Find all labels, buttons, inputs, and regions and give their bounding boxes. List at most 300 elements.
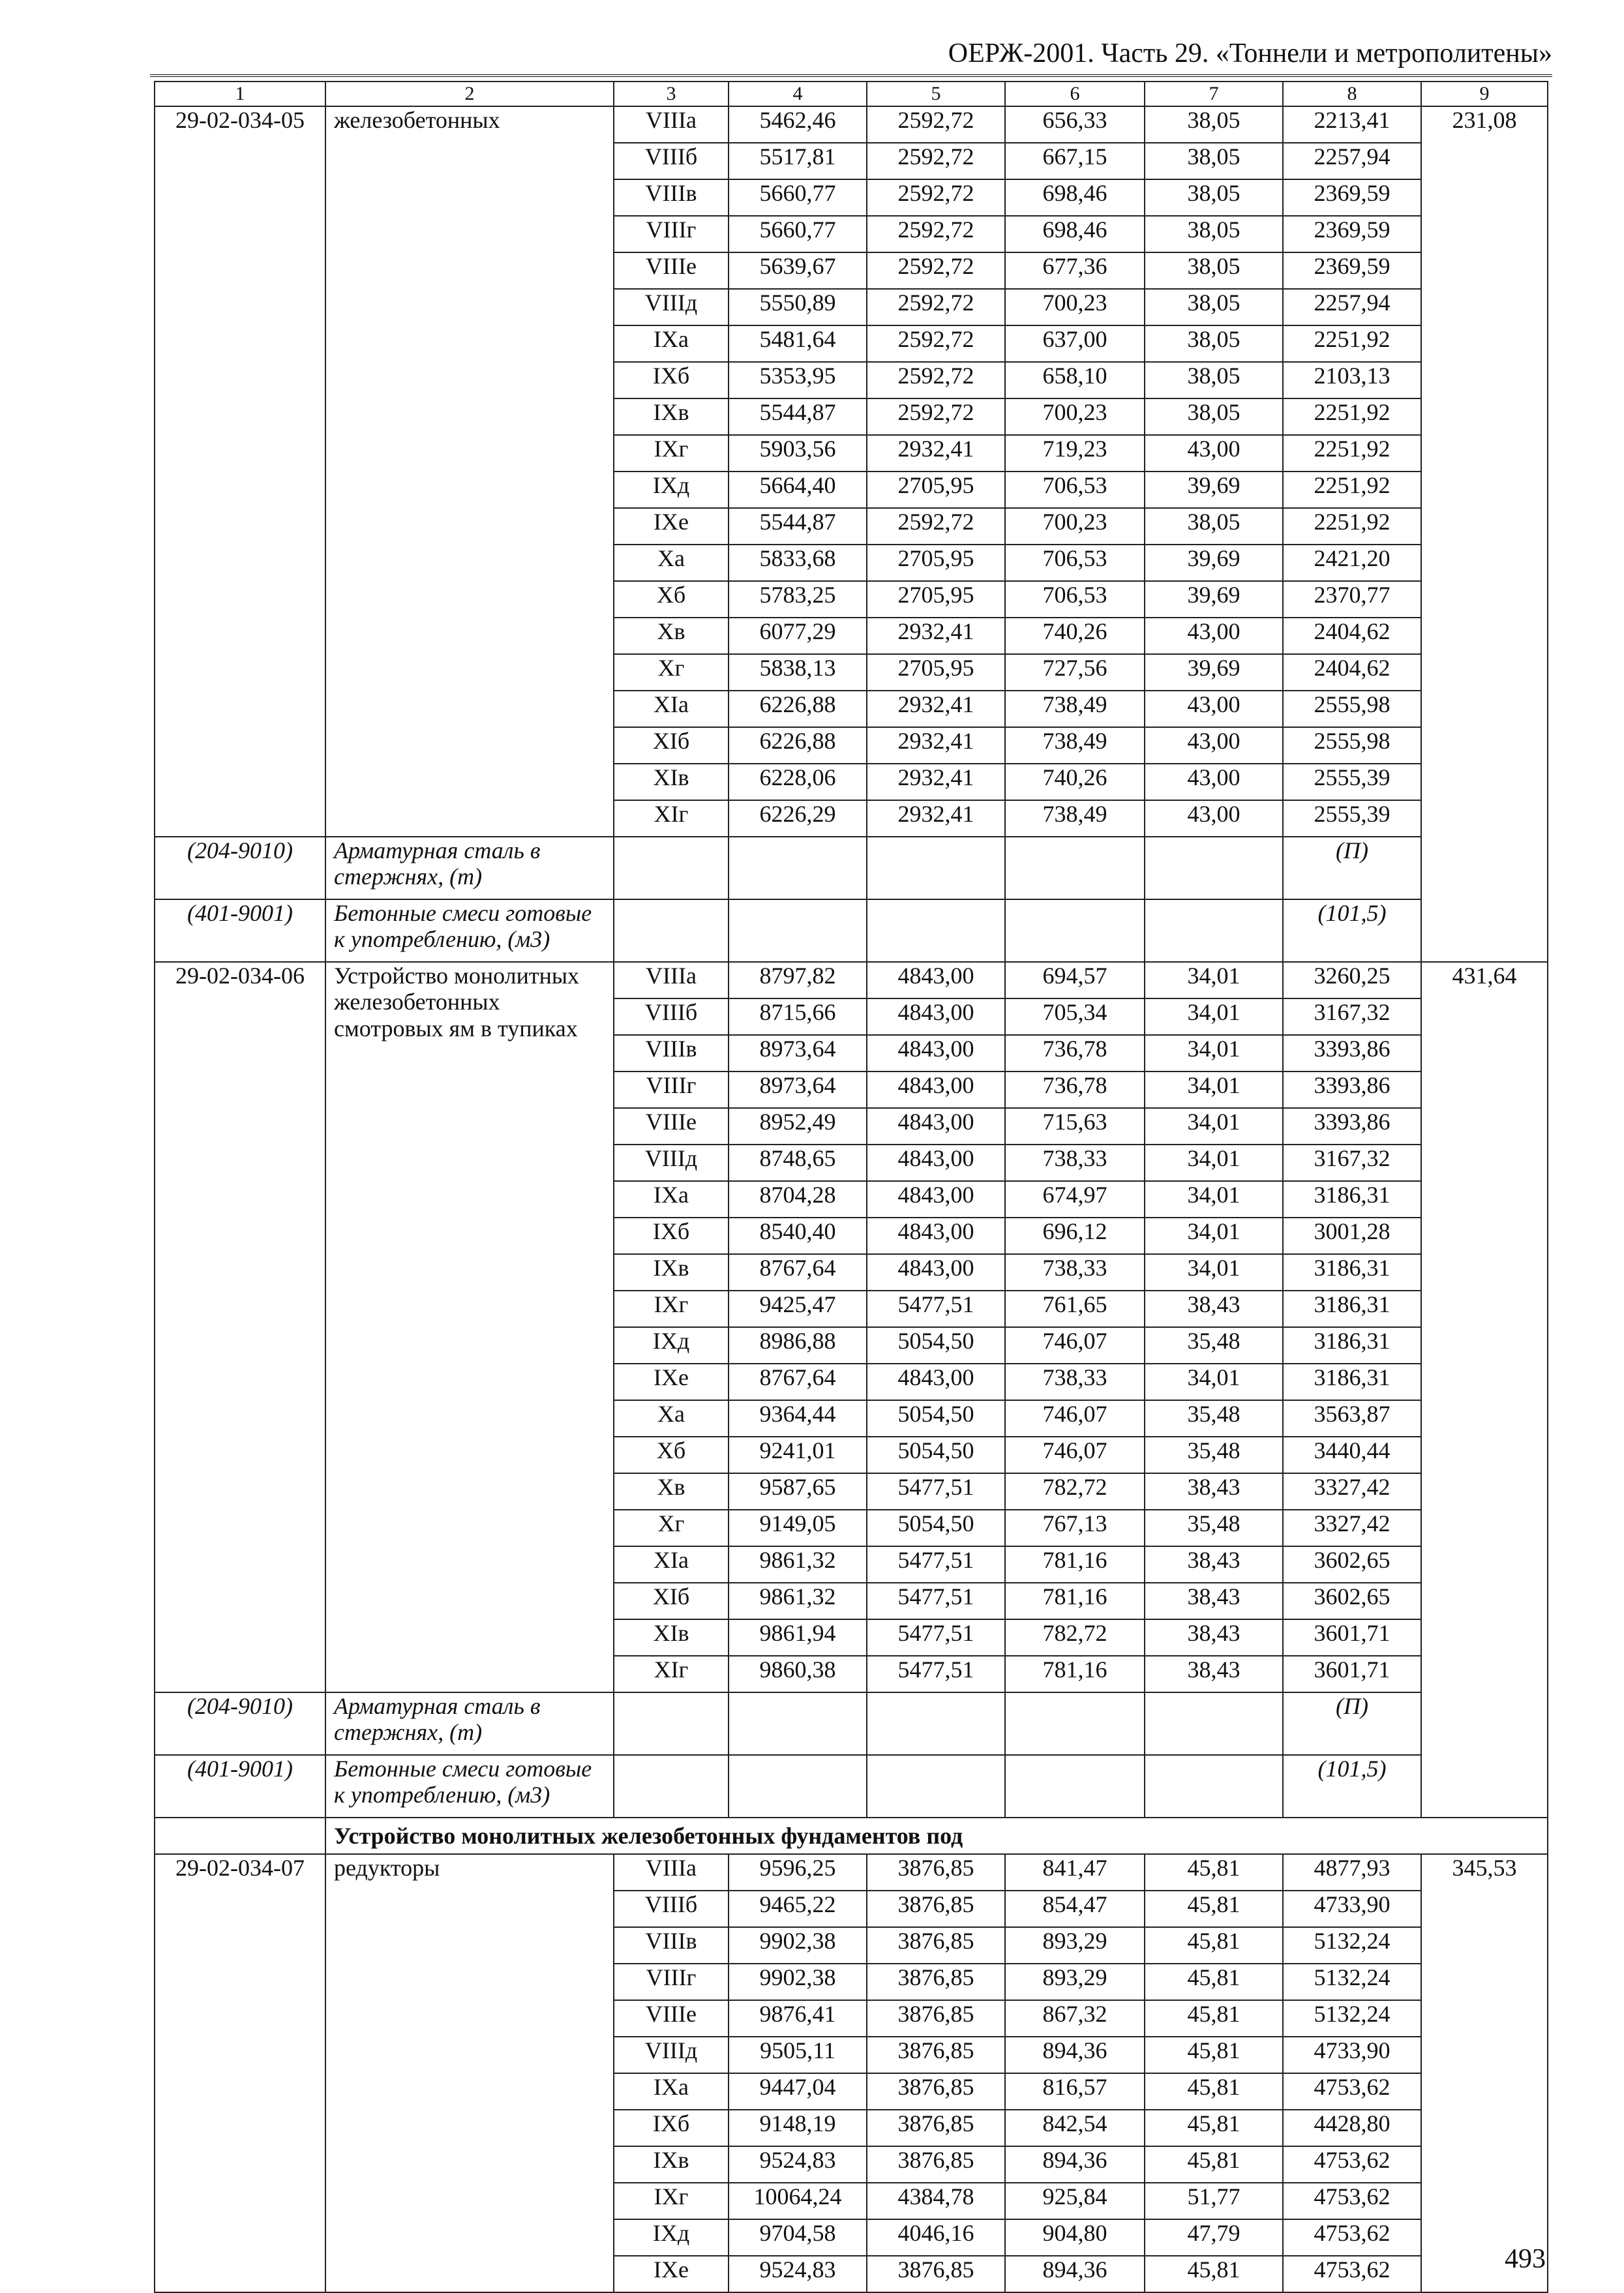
cell-col5: 4843,00 <box>867 1035 1005 1072</box>
cell-col6: 706,53 <box>1005 472 1145 508</box>
cell-col6: 740,26 <box>1005 618 1145 654</box>
cell-col6: 738,49 <box>1005 691 1145 727</box>
cell-col5: 4843,00 <box>867 1218 1005 1254</box>
cell-col5: 4843,00 <box>867 1181 1005 1218</box>
cell-col7: 43,00 <box>1145 764 1283 800</box>
cell-col3: IXб <box>614 1218 729 1254</box>
empty-cell <box>1005 837 1145 899</box>
cell-col4: 6226,88 <box>729 727 867 764</box>
cell-col7: 39,69 <box>1145 545 1283 581</box>
cell-col4: 8715,66 <box>729 998 867 1035</box>
column-number: 8 <box>1283 82 1421 106</box>
empty-cell <box>614 899 729 962</box>
cell-col7: 38,05 <box>1145 106 1283 143</box>
cell-col7: 38,43 <box>1145 1583 1283 1619</box>
cell-col4: 8767,64 <box>729 1364 867 1400</box>
cell-col8: 3001,28 <box>1283 1218 1421 1254</box>
material-code: (401-9001) <box>155 899 325 962</box>
cell-col5: 5477,51 <box>867 1473 1005 1510</box>
material-value: (101,5) <box>1283 899 1421 962</box>
cell-col5: 4843,00 <box>867 1364 1005 1400</box>
cell-col4: 5639,67 <box>729 252 867 289</box>
cell-col4: 5550,89 <box>729 289 867 325</box>
cell-col4: 9902,38 <box>729 1964 867 2000</box>
material-code: (204-9010) <box>155 837 325 899</box>
cell-col4: 9447,04 <box>729 2073 867 2110</box>
rates-table <box>154 81 1548 2293</box>
cell-col3: IXв <box>614 1254 729 1291</box>
cell-col4: 9148,19 <box>729 2110 867 2146</box>
cell-col7: 38,43 <box>1145 1291 1283 1327</box>
empty-cell <box>729 899 867 962</box>
cell-col7: 47,79 <box>1145 2219 1283 2256</box>
cell-col6: 925,84 <box>1005 2183 1145 2219</box>
empty-cell <box>867 899 1005 962</box>
material-name: Арматурная сталь в стержнях, (т) <box>325 837 614 899</box>
cell-col8: 3601,71 <box>1283 1619 1421 1656</box>
cell-col4: 8797,82 <box>729 962 867 998</box>
column-number: 3 <box>614 82 729 106</box>
cell-col8: 3327,42 <box>1283 1510 1421 1546</box>
cell-col8: 2370,77 <box>1283 581 1421 618</box>
page-header <box>150 34 1552 77</box>
cell-col5: 4384,78 <box>867 2183 1005 2219</box>
cell-col4: 5833,68 <box>729 545 867 581</box>
cell-col7: 34,01 <box>1145 1072 1283 1108</box>
cell-col4: 8748,65 <box>729 1145 867 1181</box>
cell-col8: 5132,24 <box>1283 1927 1421 1964</box>
cell-col4: 9149,05 <box>729 1510 867 1546</box>
cell-col5: 2705,95 <box>867 545 1005 581</box>
cell-col6: 740,26 <box>1005 764 1145 800</box>
cell-col8: 3260,25 <box>1283 962 1421 998</box>
cell-col3: Xг <box>614 654 729 691</box>
cell-col3: VIIIб <box>614 998 729 1035</box>
cell-col4: 5783,25 <box>729 581 867 618</box>
column-number: 4 <box>729 82 867 106</box>
cell-col7: 38,05 <box>1145 143 1283 179</box>
cell-col8: 3393,86 <box>1283 1035 1421 1072</box>
cell-col5: 4843,00 <box>867 1108 1005 1145</box>
cell-col3: IXа <box>614 325 729 362</box>
cell-col3: IXв <box>614 398 729 435</box>
cell-col8: 2251,92 <box>1283 398 1421 435</box>
cell-col8: 2213,41 <box>1283 106 1421 143</box>
cell-col7: 38,05 <box>1145 216 1283 252</box>
cell-col6: 705,34 <box>1005 998 1145 1035</box>
cell-col5: 4843,00 <box>867 1072 1005 1108</box>
material-value: (101,5) <box>1283 1755 1421 1818</box>
cell-col8: 4753,62 <box>1283 2256 1421 2292</box>
empty-cell <box>614 1692 729 1755</box>
cell-col6: 781,16 <box>1005 1546 1145 1583</box>
cell-col8: 2555,98 <box>1283 691 1421 727</box>
cell-col6: 738,49 <box>1005 800 1145 837</box>
column-number: 2 <box>325 82 614 106</box>
section-heading-row <box>155 1818 1548 1854</box>
cell-col3: VIIIе <box>614 1108 729 1145</box>
cell-col8: 2404,62 <box>1283 618 1421 654</box>
cell-col3: IXе <box>614 508 729 545</box>
cell-col4: 9704,58 <box>729 2219 867 2256</box>
cell-col4: 6077,29 <box>729 618 867 654</box>
cell-col5: 2592,72 <box>867 106 1005 143</box>
cell-col6: 738,33 <box>1005 1364 1145 1400</box>
cell-col3: IXе <box>614 2256 729 2292</box>
cell-col3: VIIIб <box>614 1891 729 1927</box>
cell-col5: 2705,95 <box>867 472 1005 508</box>
cell-col8: 3186,31 <box>1283 1291 1421 1327</box>
cell-col6: 816,57 <box>1005 2073 1145 2110</box>
cell-col7: 43,00 <box>1145 618 1283 654</box>
cell-col6: 736,78 <box>1005 1072 1145 1108</box>
cell-col5: 3876,85 <box>867 2110 1005 2146</box>
cell-col8: 2555,39 <box>1283 764 1421 800</box>
cell-col3: XIг <box>614 800 729 837</box>
section-heading: Устройство монолитных железобетонных фундаментов под <box>325 1818 1548 1854</box>
cell-col4: 9902,38 <box>729 1927 867 1964</box>
cell-col8: 2251,92 <box>1283 508 1421 545</box>
cell-col8: 5132,24 <box>1283 2000 1421 2037</box>
cell-col6: 706,53 <box>1005 545 1145 581</box>
rate-code: 29-02-034-07 <box>155 1854 325 2292</box>
work-name: редукторы <box>325 1854 614 2292</box>
cell-col3: IXа <box>614 2073 729 2110</box>
cell-col6: 893,29 <box>1005 1927 1145 1964</box>
cell-col8: 2257,94 <box>1283 289 1421 325</box>
cell-col6: 696,12 <box>1005 1218 1145 1254</box>
cell-col4: 5517,81 <box>729 143 867 179</box>
cell-col5: 2592,72 <box>867 289 1005 325</box>
cell-col7: 45,81 <box>1145 1964 1283 2000</box>
cell-col8: 3327,42 <box>1283 1473 1421 1510</box>
cell-col4: 8986,88 <box>729 1327 867 1364</box>
cell-col5: 2932,41 <box>867 618 1005 654</box>
cell-col5: 3876,85 <box>867 2146 1005 2183</box>
cell-col6: 761,65 <box>1005 1291 1145 1327</box>
cell-col3: IXд <box>614 472 729 508</box>
cell-col3: IXв <box>614 2146 729 2183</box>
cell-col7: 35,48 <box>1145 1437 1283 1473</box>
material-name: Арматурная сталь в стержнях, (т) <box>325 1692 614 1755</box>
cell-col8: 2257,94 <box>1283 143 1421 179</box>
cell-col3: VIIIе <box>614 2000 729 2037</box>
cell-col3: Xа <box>614 545 729 581</box>
cell-col8: 4733,90 <box>1283 2037 1421 2073</box>
cell-col6: 700,23 <box>1005 398 1145 435</box>
cell-col5: 2592,72 <box>867 325 1005 362</box>
cell-col4: 5544,87 <box>729 508 867 545</box>
cell-col3: XIа <box>614 1546 729 1583</box>
cell-col7: 39,69 <box>1145 654 1283 691</box>
cell-col4: 8540,40 <box>729 1218 867 1254</box>
cell-col6: 738,33 <box>1005 1145 1145 1181</box>
material-code: (204-9010) <box>155 1692 325 1755</box>
cell-col6: 719,23 <box>1005 435 1145 472</box>
cell-col3: XIв <box>614 764 729 800</box>
cell-col8: 2369,59 <box>1283 216 1421 252</box>
cell-col6: 841,47 <box>1005 1854 1145 1891</box>
cell-col7: 38,43 <box>1145 1546 1283 1583</box>
cell-col7: 34,01 <box>1145 1181 1283 1218</box>
cell-col8: 3186,31 <box>1283 1254 1421 1291</box>
cell-col8: 2251,92 <box>1283 325 1421 362</box>
column-number-row <box>155 82 1548 106</box>
empty-cell <box>1005 1692 1145 1755</box>
cell-col8: 3602,65 <box>1283 1546 1421 1583</box>
cell-col3: IXб <box>614 362 729 398</box>
cell-col7: 34,01 <box>1145 1145 1283 1181</box>
cell-col6: 715,63 <box>1005 1108 1145 1145</box>
cell-col5: 2705,95 <box>867 581 1005 618</box>
cell-col8: 2369,59 <box>1283 179 1421 216</box>
cell-col4: 9860,38 <box>729 1656 867 1692</box>
cell-col6: 738,33 <box>1005 1254 1145 1291</box>
rate-code: 29-02-034-05 <box>155 106 325 837</box>
cell-col8: 2369,59 <box>1283 252 1421 289</box>
cell-col6: 658,10 <box>1005 362 1145 398</box>
cell-col4: 9241,01 <box>729 1437 867 1473</box>
column-number: 5 <box>867 82 1005 106</box>
col9-value: 345,53 <box>1421 1854 1548 2292</box>
cell-col6: 698,46 <box>1005 179 1145 216</box>
cell-col7: 34,01 <box>1145 1108 1283 1145</box>
cell-col5: 2592,72 <box>867 143 1005 179</box>
material-row <box>155 837 1548 899</box>
cell-col5: 3876,85 <box>867 2073 1005 2110</box>
cell-col6: 854,47 <box>1005 1891 1145 1927</box>
cell-col6: 706,53 <box>1005 581 1145 618</box>
column-number: 7 <box>1145 82 1283 106</box>
cell-col4: 9505,11 <box>729 2037 867 2073</box>
cell-col4: 5544,87 <box>729 398 867 435</box>
material-code: (401-9001) <box>155 1755 325 1818</box>
cell-col3: VIIIа <box>614 962 729 998</box>
cell-col8: 4428,80 <box>1283 2110 1421 2146</box>
column-number: 1 <box>155 82 325 106</box>
cell-col5: 2592,72 <box>867 179 1005 216</box>
cell-col4: 9364,44 <box>729 1400 867 1437</box>
cell-col5: 5477,51 <box>867 1291 1005 1327</box>
cell-col4: 9861,94 <box>729 1619 867 1656</box>
material-row <box>155 1692 1548 1755</box>
cell-col6: 781,16 <box>1005 1656 1145 1692</box>
material-name: Бетонные смеси готовые к употреблению, (м3) <box>325 899 614 962</box>
cell-col3: IXа <box>614 1181 729 1218</box>
cell-col7: 34,01 <box>1145 1035 1283 1072</box>
cell-col3: XIа <box>614 691 729 727</box>
cell-col3: VIIIв <box>614 1927 729 1964</box>
cell-col4: 6226,88 <box>729 691 867 727</box>
cell-col7: 45,81 <box>1145 1927 1283 1964</box>
header-rule <box>150 74 1552 77</box>
cell-col4: 5462,46 <box>729 106 867 143</box>
work-name: Устройство монолитных железобетонных смотровых ям в тупиках <box>325 962 614 1692</box>
cell-col5: 2592,72 <box>867 216 1005 252</box>
cell-col8: 3167,32 <box>1283 1145 1421 1181</box>
cell-col4: 8973,64 <box>729 1072 867 1108</box>
cell-col4: 9861,32 <box>729 1546 867 1583</box>
cell-col7: 38,05 <box>1145 252 1283 289</box>
cell-col7: 43,00 <box>1145 691 1283 727</box>
empty-cell <box>867 837 1005 899</box>
cell-col3: XIб <box>614 1583 729 1619</box>
cell-col3: Xв <box>614 1473 729 1510</box>
cell-col6: 781,16 <box>1005 1583 1145 1619</box>
cell-col3: IXг <box>614 2183 729 2219</box>
cell-col6: 842,54 <box>1005 2110 1145 2146</box>
cell-col6: 727,56 <box>1005 654 1145 691</box>
cell-col4: 9465,22 <box>729 1891 867 1927</box>
cell-col3: IXе <box>614 1364 729 1400</box>
cell-col8: 3186,31 <box>1283 1364 1421 1400</box>
cell-col5: 5054,50 <box>867 1437 1005 1473</box>
cell-col5: 2592,72 <box>867 362 1005 398</box>
cell-col3: Xв <box>614 618 729 654</box>
cell-col3: Xа <box>614 1400 729 1437</box>
cell-col7: 38,43 <box>1145 1656 1283 1692</box>
cell-col5: 4046,16 <box>867 2219 1005 2256</box>
table-row <box>155 1854 1548 1891</box>
cell-col4: 9587,65 <box>729 1473 867 1510</box>
column-number: 9 <box>1421 82 1548 106</box>
empty-cell <box>614 837 729 899</box>
cell-col7: 34,01 <box>1145 1364 1283 1400</box>
cell-col8: 2251,92 <box>1283 435 1421 472</box>
cell-col5: 5477,51 <box>867 1583 1005 1619</box>
cell-col3: VIIIе <box>614 252 729 289</box>
cell-col3: VIIIг <box>614 1072 729 1108</box>
cell-col3: VIIIд <box>614 2037 729 2073</box>
cell-col3: Xг <box>614 1510 729 1546</box>
cell-col7: 38,05 <box>1145 362 1283 398</box>
cell-col6: 700,23 <box>1005 508 1145 545</box>
table-row <box>155 106 1548 143</box>
cell-col7: 38,43 <box>1145 1473 1283 1510</box>
cell-col3: IXб <box>614 2110 729 2146</box>
cell-col5: 5054,50 <box>867 1510 1005 1546</box>
cell-col4: 9596,25 <box>729 1854 867 1891</box>
cell-col5: 3876,85 <box>867 2037 1005 2073</box>
cell-col8: 4877,93 <box>1283 1854 1421 1891</box>
cell-col4: 9861,32 <box>729 1583 867 1619</box>
cell-col3: VIIIа <box>614 106 729 143</box>
cell-col3: VIIIб <box>614 143 729 179</box>
cell-col7: 39,69 <box>1145 472 1283 508</box>
cell-col7: 51,77 <box>1145 2183 1283 2219</box>
cell-col8: 3393,86 <box>1283 1108 1421 1145</box>
cell-col3: IXг <box>614 1291 729 1327</box>
empty-cell <box>729 1692 867 1755</box>
cell-col4: 9425,47 <box>729 1291 867 1327</box>
cell-col8: 2103,13 <box>1283 362 1421 398</box>
cell-col3: VIIIд <box>614 289 729 325</box>
cell-col7: 35,48 <box>1145 1510 1283 1546</box>
cell-col8: 3186,31 <box>1283 1327 1421 1364</box>
cell-col8: 4753,62 <box>1283 2073 1421 2110</box>
cell-col8: 3563,87 <box>1283 1400 1421 1437</box>
cell-col6: 637,00 <box>1005 325 1145 362</box>
cell-col6: 782,72 <box>1005 1473 1145 1510</box>
cell-col4: 8767,64 <box>729 1254 867 1291</box>
cell-col4: 5481,64 <box>729 325 867 362</box>
cell-col3: IXг <box>614 435 729 472</box>
cell-col7: 38,05 <box>1145 508 1283 545</box>
cell-col5: 3876,85 <box>867 2256 1005 2292</box>
cell-col4: 8704,28 <box>729 1181 867 1218</box>
cell-col4: 9524,83 <box>729 2146 867 2183</box>
cell-col8: 3601,71 <box>1283 1656 1421 1692</box>
empty-cell <box>867 1755 1005 1818</box>
cell-col5: 2932,41 <box>867 691 1005 727</box>
cell-col6: 736,78 <box>1005 1035 1145 1072</box>
empty-cell <box>1145 837 1283 899</box>
cell-col5: 5054,50 <box>867 1327 1005 1364</box>
cell-col8: 2404,62 <box>1283 654 1421 691</box>
cell-col3: VIIIг <box>614 1964 729 2000</box>
cell-col3: XIб <box>614 727 729 764</box>
empty-cell <box>729 1755 867 1818</box>
cell-col5: 2932,41 <box>867 764 1005 800</box>
cell-col7: 45,81 <box>1145 2256 1283 2292</box>
page-title: ОЕРЖ-2001. Часть 29. «Тоннели и метрополитены» <box>948 38 1552 68</box>
cell-col8: 2421,20 <box>1283 545 1421 581</box>
cell-col7: 38,43 <box>1145 1619 1283 1656</box>
cell-col4: 8973,64 <box>729 1035 867 1072</box>
cell-col5: 2932,41 <box>867 435 1005 472</box>
cell-col6: 667,15 <box>1005 143 1145 179</box>
cell-col5: 3876,85 <box>867 2000 1005 2037</box>
cell-col6: 656,33 <box>1005 106 1145 143</box>
cell-col4: 6226,29 <box>729 800 867 837</box>
cell-col5: 2932,41 <box>867 727 1005 764</box>
empty-cell <box>867 1692 1005 1755</box>
cell-col4: 10064,24 <box>729 2183 867 2219</box>
table-row <box>155 962 1548 998</box>
cell-col7: 34,01 <box>1145 1254 1283 1291</box>
cell-col5: 5477,51 <box>867 1619 1005 1656</box>
cell-col5: 4843,00 <box>867 998 1005 1035</box>
cell-col6: 782,72 <box>1005 1619 1145 1656</box>
cell-col7: 34,01 <box>1145 1218 1283 1254</box>
cell-col8: 4753,62 <box>1283 2183 1421 2219</box>
empty-cell <box>1005 899 1145 962</box>
cell-col6: 674,97 <box>1005 1181 1145 1218</box>
cell-col8: 3167,32 <box>1283 998 1421 1035</box>
cell-col6: 746,07 <box>1005 1437 1145 1473</box>
cell-col8: 4753,62 <box>1283 2219 1421 2256</box>
cell-col8: 3440,44 <box>1283 1437 1421 1473</box>
cell-col6: 698,46 <box>1005 216 1145 252</box>
page-number: 493 <box>1505 2244 1546 2274</box>
heading-spacer <box>155 1818 325 1854</box>
material-value: (П) <box>1283 1692 1421 1755</box>
cell-col4: 6228,06 <box>729 764 867 800</box>
cell-col7: 38,05 <box>1145 289 1283 325</box>
cell-col7: 43,00 <box>1145 727 1283 764</box>
empty-cell <box>1145 899 1283 962</box>
cell-col5: 3876,85 <box>867 1927 1005 1964</box>
cell-col8: 2555,98 <box>1283 727 1421 764</box>
cell-col5: 2705,95 <box>867 654 1005 691</box>
cell-col6: 767,13 <box>1005 1510 1145 1546</box>
material-row <box>155 899 1548 962</box>
empty-cell <box>1145 1755 1283 1818</box>
cell-col5: 2592,72 <box>867 508 1005 545</box>
cell-col5: 4843,00 <box>867 1145 1005 1181</box>
cell-col7: 34,01 <box>1145 998 1283 1035</box>
cell-col6: 746,07 <box>1005 1400 1145 1437</box>
